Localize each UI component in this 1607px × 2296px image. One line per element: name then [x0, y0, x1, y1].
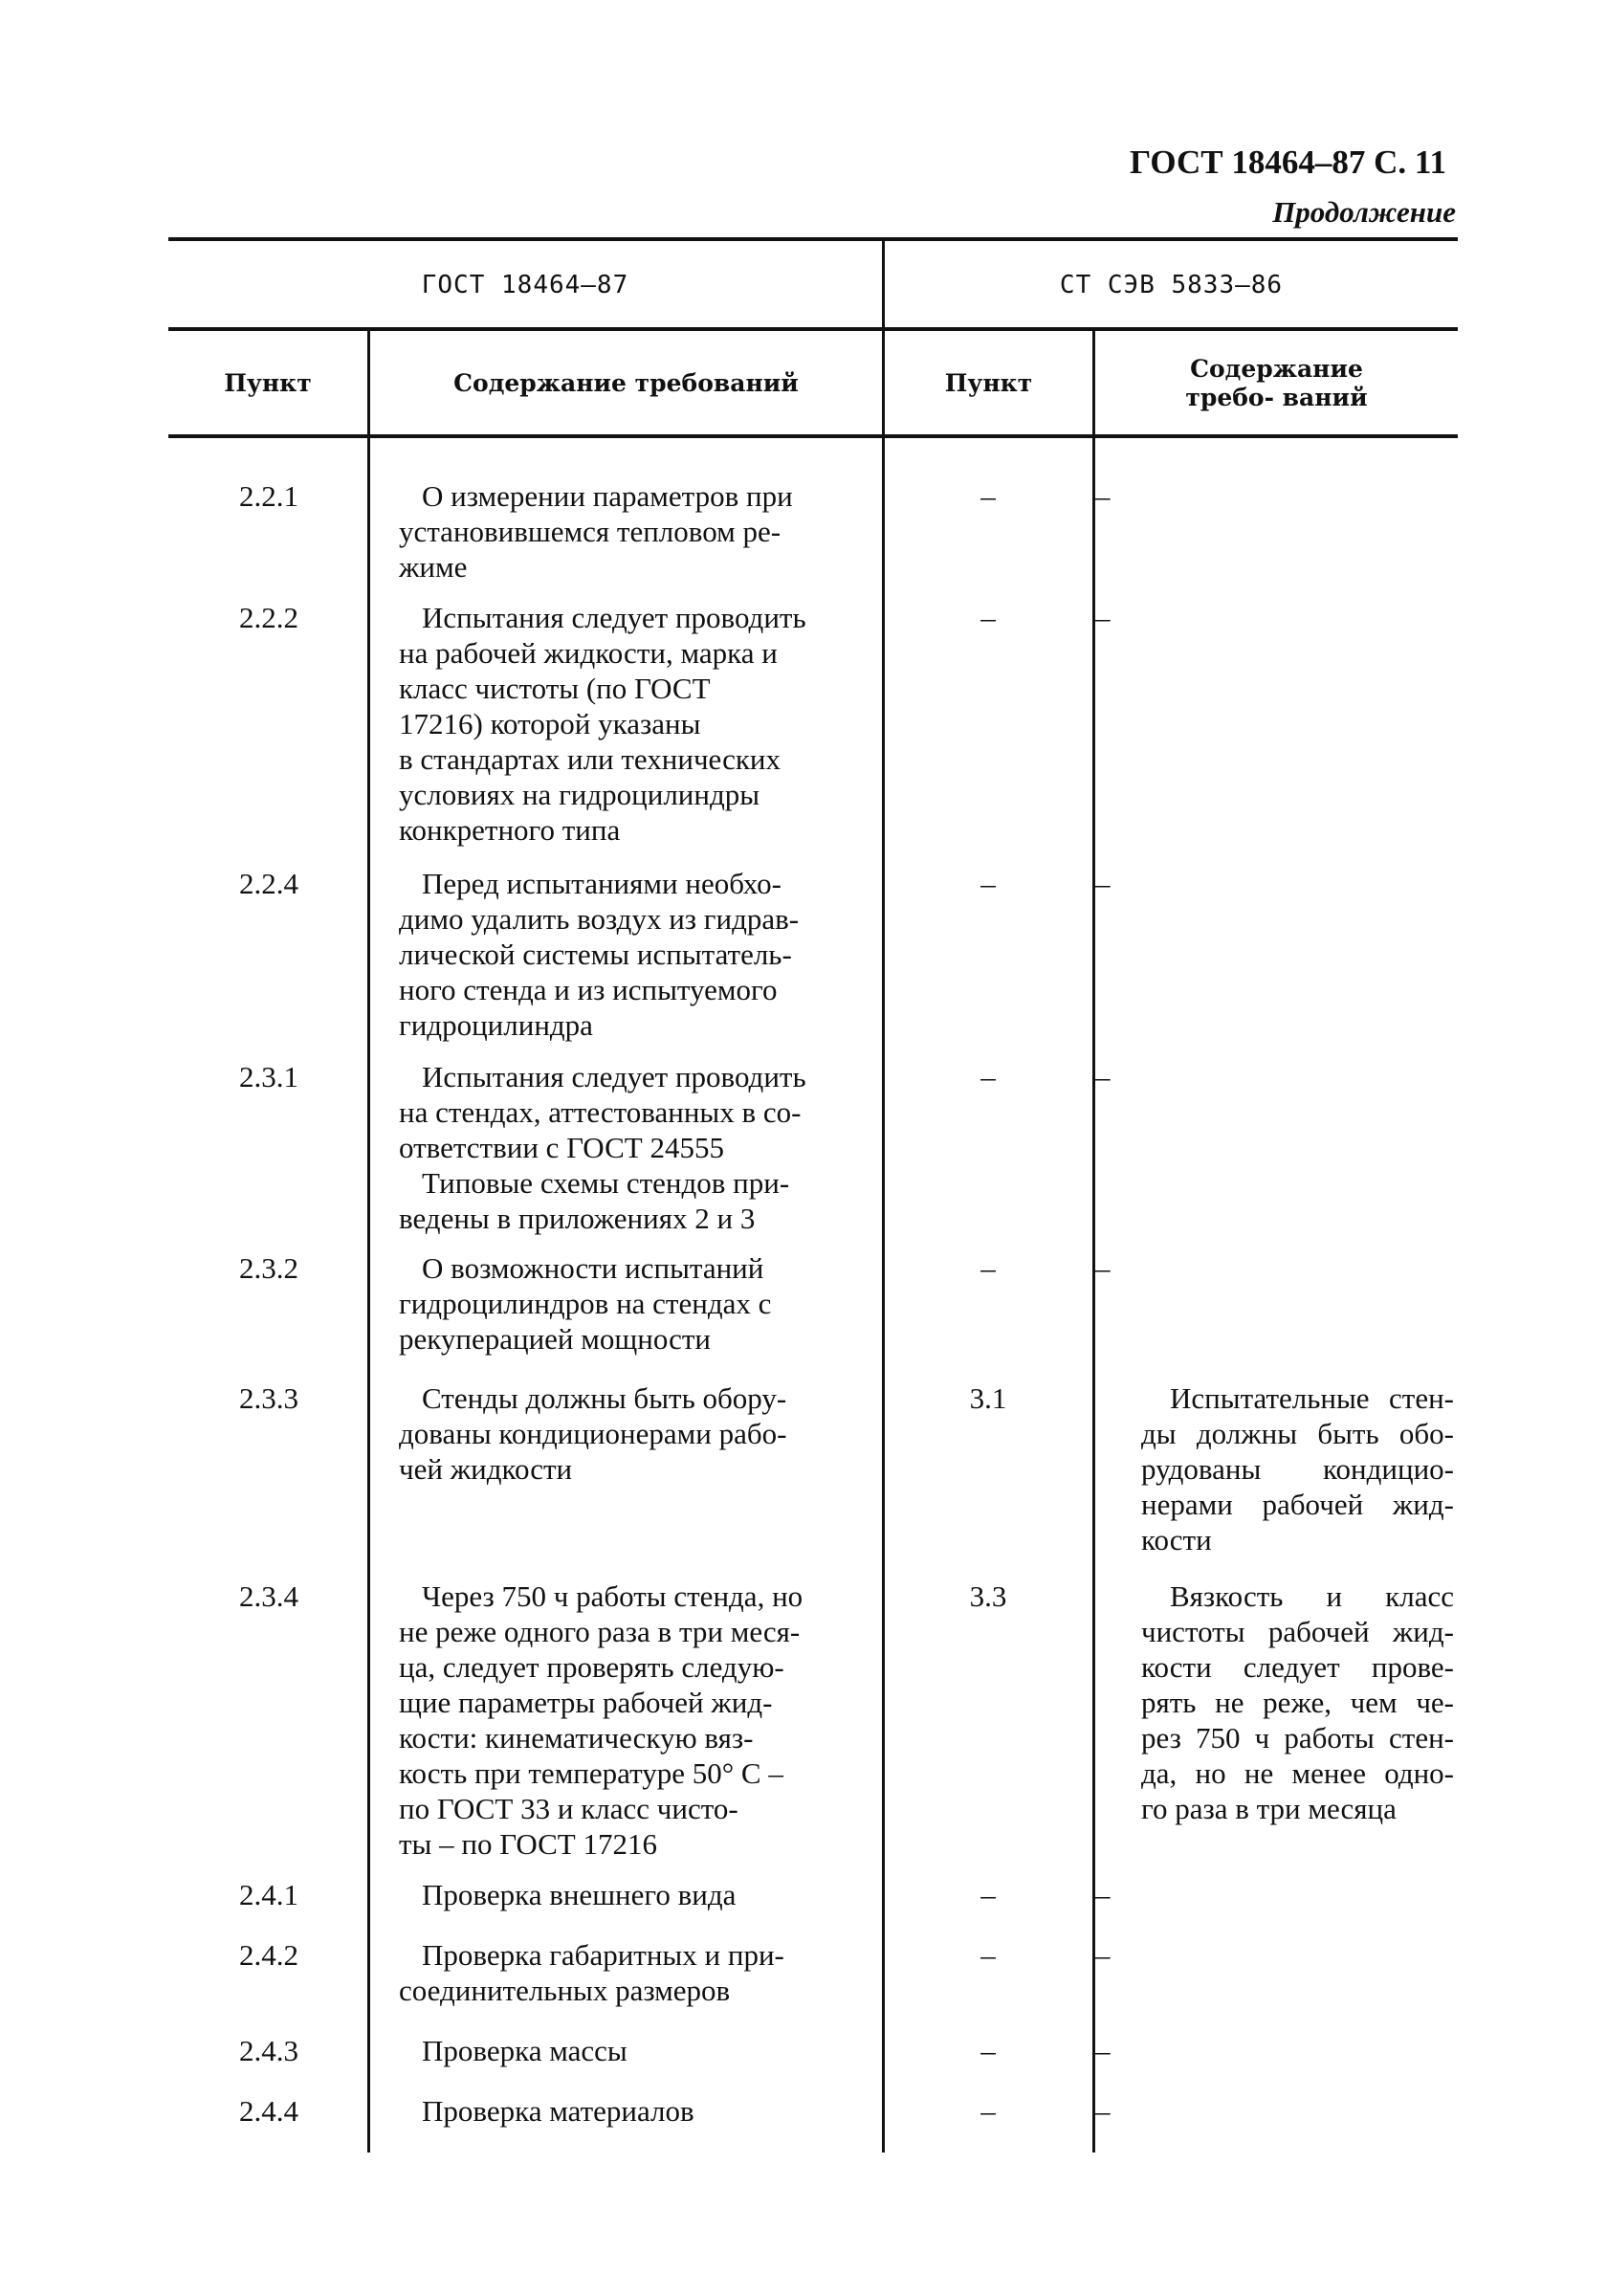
continuation-label: Продолжение	[1272, 195, 1456, 229]
gost-item-number: 2.4.1	[239, 1878, 298, 1911]
group-header-gost: ГОСТ 18464–87	[421, 270, 629, 299]
sev-item-number: –	[980, 1060, 996, 1093]
gost-requirement-text: Через 750 ч работы стенда, но не реже одного раза в три меся- ца, следует проверять следую- щие параметры рабочей жид- кости: кинематическую вяз- кость при температуре 50° С – по ГОСТ 33 и класс чисто- ты – по ГОСТ 17216	[399, 1579, 804, 1861]
gost-requirement-text: О измерении параметров при установившемся тепловом ре- жиме	[399, 479, 793, 584]
gost-item-number: 2.3.3	[239, 1381, 298, 1415]
sev-item-number: –	[980, 479, 996, 513]
gost-requirement-text: Испытания следует проводить на стендах, аттестованных в со- ответствии с ГОСТ 24555 Типовые схемы стендов при- ведены в приложениях 2 и 3	[399, 1060, 806, 1235]
sev-requirement-text: –	[1095, 1251, 1111, 1285]
page-header-title: ГОСТ 18464–87 С. 11	[1129, 144, 1446, 181]
gost-item-number: 2.3.1	[239, 1060, 298, 1093]
gost-requirement-text: Проверка массы	[422, 2034, 627, 2067]
sev-item-number: –	[980, 867, 996, 900]
gost-item-number: 2.3.4	[239, 1579, 298, 1613]
gost-requirement-text: О возможности испытаний гидроцилиндров на стендах с рекуперацией мощности	[399, 1251, 772, 1356]
gost-requirement-text: Перед испытаниями необхо- димо удалить воздух из гидрав- лической системы испытатель- ного стенда и из испытуемого гидроцилиндра	[399, 867, 800, 1042]
gost-requirement-text: Испытания следует проводить на рабочей жидкости, марка и класс чистоты (по ГОСТ 17216) которой указаны в стандартах или технических условиях на гидроцилиндры конкретного типа	[399, 601, 806, 847]
col-header-sev-content: Содержание требо- ваний	[1185, 355, 1368, 411]
sev-requirement-text: Вязкость и класс чистоты рабочей жид- кости следует прове- рять не реже, чем че- рез 750 ч работы стен- да, но не менее одно- го раза в три месяца	[1141, 1579, 1454, 1825]
gost-requirement-text: Проверка внешнего вида	[422, 1878, 737, 1911]
sev-item-number: –	[980, 1938, 996, 1972]
gost-item-number: 2.2.1	[239, 479, 298, 513]
sev-item-number: 3.1	[969, 1381, 1007, 1415]
sev-requirement-text: –	[1095, 1878, 1111, 1911]
sev-item-number: –	[980, 1251, 996, 1285]
sev-requirement-text: –	[1095, 601, 1111, 634]
sev-requirement-text: –	[1095, 1060, 1111, 1093]
sev-requirement-text: –	[1095, 2094, 1111, 2128]
gost-item-number: 2.4.2	[239, 1938, 298, 1972]
gost-item-number: 2.4.4	[239, 2094, 298, 2128]
sev-requirement-text: –	[1095, 867, 1111, 900]
col-header-sev-item: Пункт	[944, 369, 1033, 397]
sev-requirement-text: Испытательные стен- ды должны быть обо- рудованы кондицио- нерами рабочей жид- кости	[1141, 1381, 1454, 1556]
gost-item-number: 2.2.2	[239, 601, 298, 634]
group-divider-line	[882, 239, 885, 2152]
gost-requirement-text: Проверка габаритных и при- соединительных размеров	[399, 1938, 784, 2007]
gost-item-number: 2.3.2	[239, 1251, 298, 1285]
sev-item-number: –	[980, 1878, 996, 1911]
sev-item-number: –	[980, 2094, 996, 2128]
gost-requirement-text: Проверка материалов	[422, 2094, 694, 2128]
sev-item-number: –	[980, 2034, 996, 2067]
col-header-gost-content: Содержание требований	[453, 369, 799, 397]
sev-requirement-text: –	[1095, 1938, 1111, 1972]
gost-requirement-text: Стенды должны быть обору- дованы кондиционерами рабо- чей жидкости	[399, 1381, 787, 1486]
gost-item-number: 2.2.4	[239, 867, 298, 900]
sev-requirement-text: –	[1095, 479, 1111, 513]
gost-item-number: 2.4.3	[239, 2034, 298, 2067]
col-header-gost-item: Пункт	[224, 369, 312, 397]
sev-item-number: –	[980, 601, 996, 634]
sev-item-number: 3.3	[969, 1579, 1007, 1613]
sev-requirement-text: –	[1095, 2034, 1111, 2067]
group-header-sev: СТ СЭВ 5833–86	[1059, 270, 1284, 299]
